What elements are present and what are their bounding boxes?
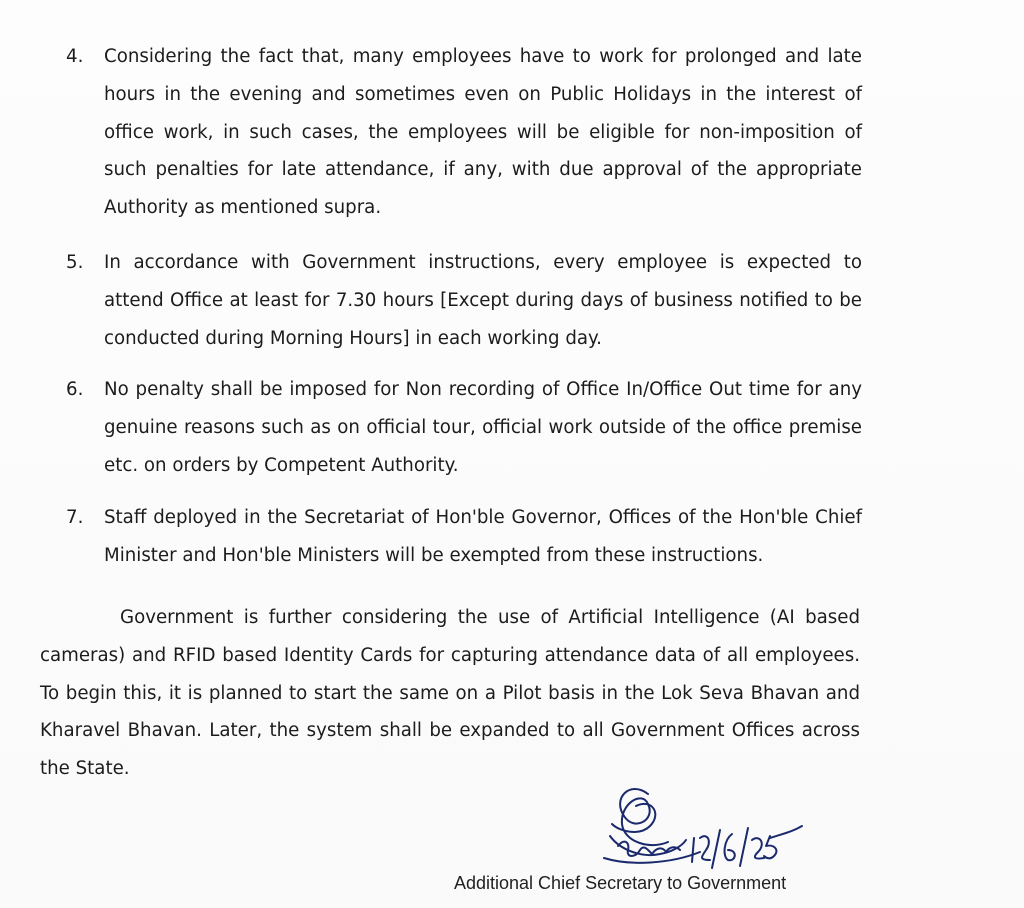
signature xyxy=(590,776,820,876)
item-number: 5. xyxy=(66,252,84,273)
closing-paragraph: Government is further considering the use of Artificial Intelligence (AI based cameras) and RFID based Identity Cards for capturing attendance data of all employees. To begin this, it is planned to start the same on a Pilot basis in the Lok Seva Bhavan and Kharavel Bhavan. Later, the system shall be expanded to all Government Offices across the State. xyxy=(40,607,860,780)
list-item-6 xyxy=(66,371,862,484)
item-number: 7. xyxy=(66,507,84,528)
item-text: No penalty shall be imposed for Non recording of Office In/Office Out time for any genuine reasons such as on official tour, official work outside of the office premise etc. on orders by Competent Authority. xyxy=(104,379,862,476)
handwritten-signature xyxy=(590,776,820,876)
item-text: Staff deployed in the Secretariat of Hon'ble Governor, Offices of the Hon'ble Chief Minister and Hon'ble Ministers will be exempted from these instructions. xyxy=(104,507,862,566)
item-number: 6. xyxy=(66,379,84,400)
list-item-7 xyxy=(66,499,862,575)
item-text: In accordance with Government instructions, every employee is expected to attend Office at least for 7.30 hours [Except during days of business notified to be conducted during Morning Hours] in each working day. xyxy=(104,252,862,349)
signatory-designation: Additional Chief Secretary to Government xyxy=(454,873,787,893)
item-number: 4. xyxy=(66,46,84,67)
list-item-4 xyxy=(66,38,862,227)
item-text: Considering the fact that, many employees have to work for prolonged and late hours in the evening and sometimes even on Public Holidays in the interest of office work, in such cases, the employees will be eligible for non-imposition of such penalties for late attendance, if any, with due approval of the appropriate Authority as mentioned supra. xyxy=(104,46,862,219)
list-item-5 xyxy=(66,244,862,357)
